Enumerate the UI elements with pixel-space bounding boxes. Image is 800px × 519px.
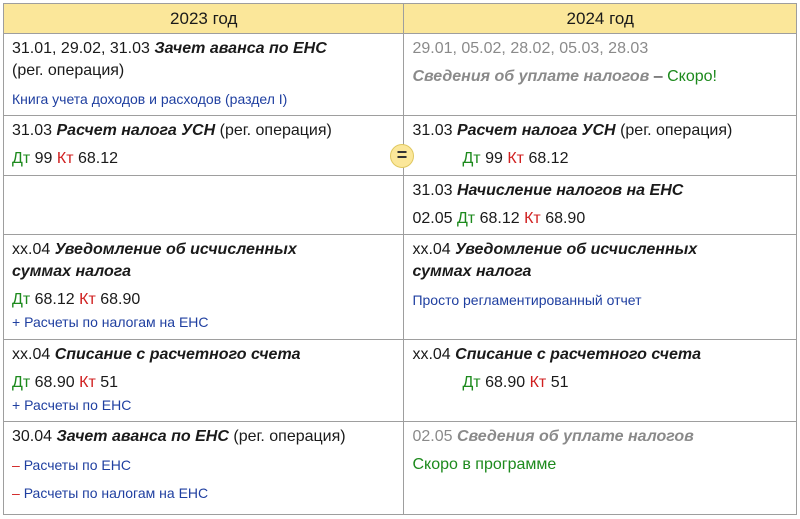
- dash: –: [649, 68, 668, 86]
- minus-sign: –: [12, 485, 20, 502]
- date: 31.03: [412, 181, 453, 199]
- debit-account: 68.12: [479, 209, 520, 227]
- operation-sub: (рег. операция): [219, 122, 332, 140]
- cell-2023-empty: [4, 175, 404, 235]
- cell-2024: [404, 116, 797, 176]
- credit-label: Кт: [79, 291, 96, 309]
- table-row: [4, 175, 797, 235]
- plus-note: + Расчеты по налогам на ЕНС: [12, 314, 209, 331]
- plus-note: + Расчеты по ЕНС: [12, 397, 132, 414]
- operation-title: Уведомление об исчисленных: [54, 241, 297, 259]
- minus-sign: –: [12, 457, 20, 474]
- credit-account: 51: [550, 374, 569, 392]
- soon-label: Скоро в программе: [412, 456, 557, 474]
- operation-title: Зачет аванса по ЕНС: [154, 40, 327, 58]
- date: 31.03: [412, 122, 453, 140]
- credit-label: Кт: [529, 374, 547, 392]
- date: 02.05: [412, 428, 453, 446]
- credit-label: Кт: [507, 150, 524, 168]
- debit-label: Дт: [462, 150, 481, 168]
- debit-label: Дт: [456, 209, 476, 227]
- dates: 31.01, 29.02, 31.03: [12, 40, 150, 58]
- date: 31.03: [12, 122, 53, 140]
- operation-sub: (рег. операция): [12, 62, 125, 80]
- credit-account: 68.12: [528, 150, 569, 168]
- date: xx.04: [412, 241, 451, 259]
- date: 30.04: [12, 428, 53, 446]
- table-row: [4, 34, 797, 116]
- table-row: [4, 422, 797, 515]
- operation-title: Начисление налогов на ЕНС: [456, 181, 684, 199]
- debit-account: 99: [485, 150, 503, 168]
- soon-label: Скоро!: [667, 68, 717, 86]
- debit-label: Дт: [12, 150, 31, 168]
- cell-2024: [404, 340, 797, 422]
- credit-account: 68.90: [100, 291, 141, 309]
- operation-title: Зачет аванса по ЕНС: [56, 428, 229, 446]
- cell-2024: [404, 235, 797, 340]
- cell-2024: [404, 175, 797, 235]
- date: 02.05: [412, 209, 453, 227]
- credit-label: Кт: [56, 150, 74, 168]
- minus-note: Расчеты по ЕНС: [23, 457, 131, 474]
- credit-label: Кт: [79, 374, 96, 392]
- header-row: [4, 4, 797, 34]
- operation-title: Уведомление об исчисленных: [455, 241, 698, 259]
- debit-label: Дт: [462, 374, 481, 392]
- date: xx.04: [12, 346, 51, 364]
- debit-account: 99: [34, 150, 53, 168]
- operation-title-cont: суммах налога: [12, 263, 131, 281]
- operation-sub: (рег. операция): [233, 428, 346, 446]
- cell-2023: [4, 116, 404, 176]
- dates: 29.01, 05.02, 28.02, 05.03, 28.03: [412, 40, 649, 58]
- debit-label: Дт: [12, 291, 31, 309]
- header-2024: 2024 год: [404, 4, 797, 34]
- cell-2023: [4, 340, 404, 422]
- operation-title: Списание с расчетного счета: [455, 346, 702, 364]
- debit-label: Дт: [12, 374, 31, 392]
- table-row: [4, 340, 797, 422]
- cell-2024: [404, 34, 797, 116]
- table-row: [4, 235, 797, 340]
- equals-icon: =: [390, 144, 414, 168]
- operation-sub: (рег. операция): [620, 122, 733, 140]
- date: xx.04: [412, 346, 451, 364]
- debit-account: 68.90: [34, 374, 75, 392]
- date: xx.04: [12, 241, 51, 259]
- cell-2023: [4, 34, 404, 116]
- operation-title: Сведения об уплате налогов: [456, 428, 694, 446]
- cell-2023: [4, 235, 404, 340]
- operation-title: Списание с расчетного счета: [54, 346, 301, 364]
- operation-title-cont: суммах налога: [412, 263, 532, 281]
- credit-account: 68.90: [545, 209, 586, 227]
- note: Книга учета доходов и расходов (раздел I): [12, 91, 288, 108]
- debit-account: 68.12: [34, 291, 75, 309]
- operation-title: Расчет налога УСН: [56, 122, 216, 140]
- cell-2024: [404, 422, 797, 515]
- debit-account: 68.90: [485, 374, 526, 392]
- cell-2023: [4, 422, 404, 515]
- operation-title: Сведения об уплате налогов: [412, 68, 650, 86]
- comparison-table: [3, 3, 797, 515]
- minus-note: Расчеты по налогам на ЕНС: [23, 485, 209, 502]
- credit-account: 51: [100, 374, 119, 392]
- operation-title: Расчет налога УСН: [456, 122, 616, 140]
- note: Просто регламентированный отчет: [412, 292, 642, 309]
- credit-label: Кт: [524, 209, 541, 227]
- credit-account: 68.12: [77, 150, 119, 168]
- header-2023: 2023 год: [4, 4, 404, 34]
